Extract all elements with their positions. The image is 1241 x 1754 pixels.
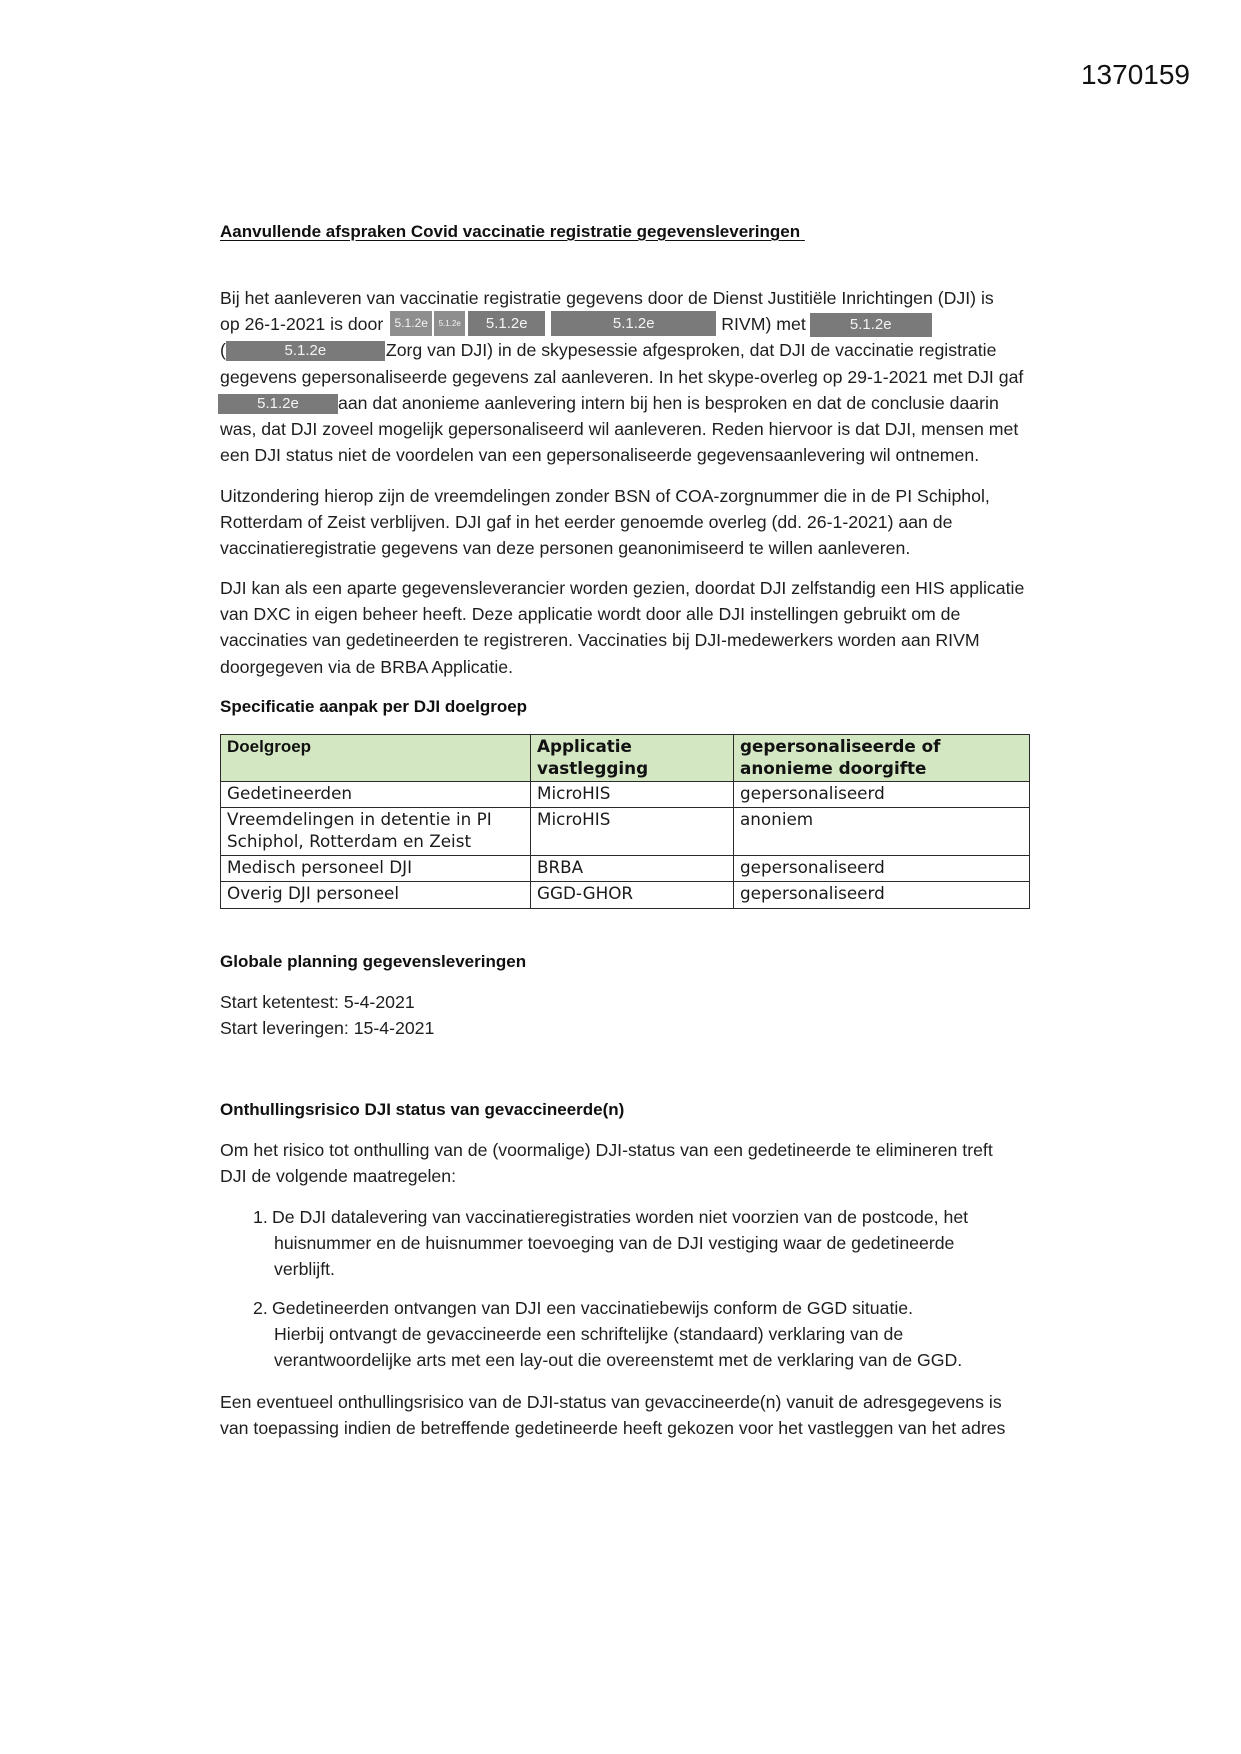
redaction-box: 5.1.2e: [810, 313, 932, 337]
measure-number: 1.: [253, 1207, 268, 1227]
target-group-table: [220, 734, 1030, 909]
specification-heading: Specificatie aanpak per DJI doelgroep: [220, 697, 528, 716]
table-cell: gepersonaliseerd: [734, 856, 1030, 882]
text-line: Een eventueel onthullingsrisico van de DJI-status van gevaccineerde(n) vanuit de adresgegevens is: [220, 1392, 1002, 1412]
measure-line: verantwoordelijke arts met een lay-out die overeenstemt met de verklaring van de GGD.: [274, 1350, 963, 1371]
text-segment: op 26-1-2021 is door: [220, 314, 384, 335]
table-cell: Overig DJI personeel: [221, 882, 531, 909]
supplier-paragraph: [220, 575, 1024, 680]
text-line: DJI de volgende maatregelen:: [220, 1166, 456, 1187]
table-cell: Vreemdelingen in detentie in PI Schiphol, Rotterdam en Zeist: [221, 808, 531, 856]
redaction-box: 5.1.2e: [390, 311, 432, 336]
text-segment: aan dat anonieme aanlevering intern bij hen is besproken en dat de conclusie daarin: [338, 392, 999, 413]
planning-heading: Globale planning gegevensleveringen: [220, 952, 527, 971]
text-line: van DXC in eigen beheer heeft. Deze applicatie wordt door alle DJI instellingen gebruikt om de: [220, 604, 961, 625]
exception-paragraph: [220, 483, 990, 562]
text-line: [220, 337, 1023, 363]
table-cell: anoniem: [734, 808, 1030, 856]
risk-heading: Onthullingsrisico DJI status van gevaccineerde(n): [220, 1100, 625, 1119]
text-line: DJI kan als een aparte gegevensleverancier worden gezien, doordat DJI zelfstandig een HIS applicatie: [220, 578, 1025, 598]
risk-intro: [220, 1137, 993, 1189]
text-line: vaccinaties van gedetineerden te registreren. Vaccinaties bij DJI-medewerkers worden aan RIVM: [220, 630, 980, 651]
text-segment: Zorg van DJI) in de skypesessie afgesproken, dat DJI de vaccinatie registratie: [385, 340, 997, 361]
redaction-box: 5.1.2e: [434, 311, 465, 336]
redaction-box: 5.1.2e: [468, 311, 545, 336]
measure-number: 2.: [253, 1298, 268, 1318]
text-line: [220, 390, 1023, 416]
text-segment: RIVM) met: [721, 314, 806, 335]
measure-line: [253, 1295, 962, 1321]
table-cell: BRBA: [531, 856, 734, 882]
table-cell: MicroHIS: [531, 808, 734, 856]
table-row: [221, 782, 1030, 808]
table-cell: gepersonaliseerd: [734, 782, 1030, 808]
closing-paragraph: [220, 1389, 1005, 1441]
text-segment: (: [220, 340, 226, 361]
document-title-block: [220, 219, 805, 245]
table-cell: Medisch personeel DJI: [221, 856, 531, 882]
text-line: vaccinatieregistratie gegevens van deze personen geanonimiseerd te willen aanleveren.: [220, 538, 911, 559]
document-id: 1370159: [1080, 59, 1190, 90]
redaction-box: 5.1.2e: [218, 394, 338, 414]
text-line: gegevens gepersonaliseerde gegevens zal aanleveren. In het skype-overleg op 29-1-2021 met DJI gaf: [220, 366, 1024, 387]
table-cell: Gedetineerden: [221, 782, 531, 808]
table-cell: gepersonaliseerd: [734, 882, 1030, 909]
document-title: Aanvullende afspraken Covid vaccinatie registratie gegevensleveringen: [220, 222, 801, 241]
table-row: [221, 856, 1030, 882]
table-row: [221, 808, 1030, 856]
table-header-cell: gepersonaliseerde of anonieme doorgifte: [734, 735, 1030, 782]
intro-paragraph: [220, 285, 1023, 468]
text-line: was, dat DJI zoveel mogelijk gepersonaliseerd wil aanleveren. Reden hiervoor is dat DJI, mensen met: [220, 418, 1019, 439]
measure-line: huisnummer en de huisnummer toevoeging van de DJI vestiging waar de gedetineerde: [274, 1233, 955, 1254]
redaction-box: 5.1.2e: [551, 311, 716, 336]
text-line: Bij het aanleveren van vaccinatie registratie gegevens door de Dienst Justitiële Inrichtingen (DJI) is: [220, 288, 994, 308]
text-line: een DJI status niet de voordelen van een gepersonaliseerde gegevensaanlevering wil ontnemen.: [220, 445, 980, 466]
measure-line: verblijft.: [274, 1259, 335, 1280]
measure-line: [253, 1204, 968, 1230]
measure-item: [253, 1204, 968, 1283]
measure-item: [253, 1295, 962, 1374]
text-line: Rotterdam of Zeist verblijven. DJI gaf in het eerder genoemde overleg (dd. 26-1-2021) aan de: [220, 512, 953, 533]
table-cell: MicroHIS: [531, 782, 734, 808]
table-header-cell: Doelgroep: [221, 735, 531, 782]
text-line: Uitzondering hierop zijn de vreemdelingen zonder BSN of COA-zorgnummer die in de PI Schiphol,: [220, 486, 990, 506]
table-header-row: [221, 735, 1030, 782]
planning-line: Start ketentest: 5-4-2021: [220, 992, 415, 1012]
text-segment: Gedetineerden ontvangen van DJI een vaccinatiebewijs conform de GGD situatie.: [272, 1298, 914, 1318]
planning-dates: [220, 989, 434, 1041]
text-segment: De DJI datalevering van vaccinatieregistraties worden niet voorzien van de postcode, het: [272, 1207, 969, 1227]
text-line: van toepassing indien de betreffende gedetineerde heeft gekozen voor het vastleggen van het adres: [220, 1418, 1006, 1439]
text-line: Om het risico tot onthulling van de (voormalige) DJI-status van een gedetineerde te elimineren treft: [220, 1140, 993, 1160]
measure-line: Hierbij ontvangt de gevaccineerde een schriftelijke (standaard) verklaring van de: [274, 1324, 904, 1345]
text-line: doorgegeven via de BRBA Applicatie.: [220, 656, 514, 677]
table-cell: GGD-GHOR: [531, 882, 734, 909]
planning-line: Start leveringen: 15-4-2021: [220, 1018, 435, 1039]
table-row: [221, 882, 1030, 909]
text-line: [220, 311, 1023, 337]
redaction-box: 5.1.2e: [226, 341, 385, 361]
table-header-cell: Applicatie vastlegging: [531, 735, 734, 782]
